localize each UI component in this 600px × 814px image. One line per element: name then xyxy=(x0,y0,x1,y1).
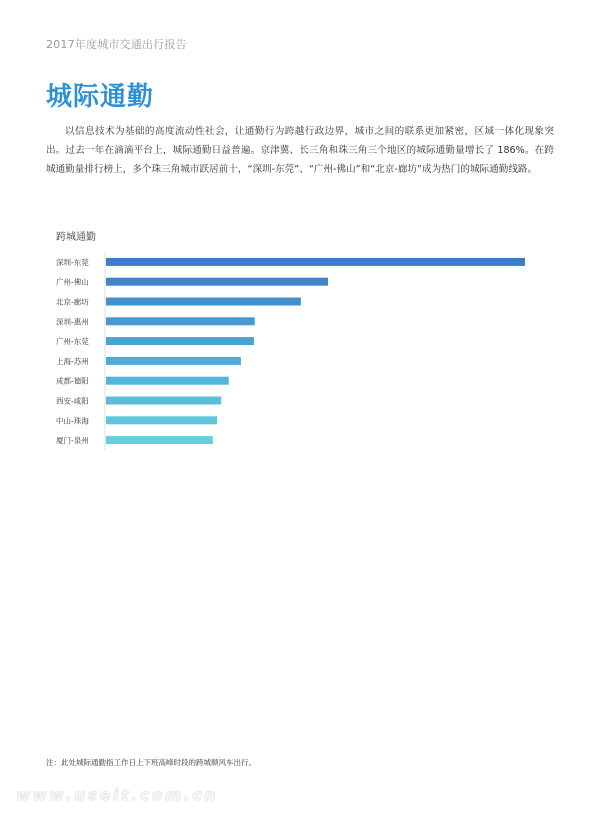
chart-title: 跨城通勤 xyxy=(56,232,96,243)
bar xyxy=(106,377,229,385)
category-label: 厦门-泉州 xyxy=(56,436,89,446)
footnote: 注：此处城际通勤指工作日上下班高峰时段的跨城顺风车出行。 xyxy=(46,758,256,767)
category-label: 广州-佛山 xyxy=(56,277,89,287)
section-title: 城际通勤 xyxy=(46,82,155,112)
bar xyxy=(106,416,217,424)
bar xyxy=(106,337,254,345)
bar xyxy=(106,357,241,365)
report-header: 2017年度城市交通出行报告 xyxy=(46,38,187,51)
bar xyxy=(106,397,221,405)
body-paragraph: 以信息技术为基础的高度流动性社会，让通勤行为跨越行政边界，城市之间的联系更加紧密，区域一体化现象突出。过去一年在滴滴平台上，城际通勤日益普遍。京津冀、长三角和珠三角三个地区的城际通勤量增长了 186%。在跨城通勤量排行榜上，多个珠三角城市跃居前十，“深圳-东莞”、“广州-佛山”和“北京-廊坊”成为热门的城际通勤线路。 xyxy=(46,126,554,175)
category-label: 深圳-东莞 xyxy=(56,257,89,267)
bar xyxy=(106,436,213,444)
bar xyxy=(106,298,301,306)
category-label: 北京-廊坊 xyxy=(56,297,89,307)
category-label: 成都-德阳 xyxy=(56,376,89,386)
category-label: 深圳-惠州 xyxy=(56,317,89,327)
bar xyxy=(106,317,255,325)
category-label: 广州-东莞 xyxy=(56,337,89,347)
category-label: 西安-咸阳 xyxy=(56,396,89,406)
category-label: 中山-珠海 xyxy=(56,416,89,426)
category-label: 上海-苏州 xyxy=(56,356,89,366)
watermark: www.useit.com.cn xyxy=(16,786,219,804)
bar xyxy=(106,278,328,286)
bar xyxy=(106,258,525,266)
